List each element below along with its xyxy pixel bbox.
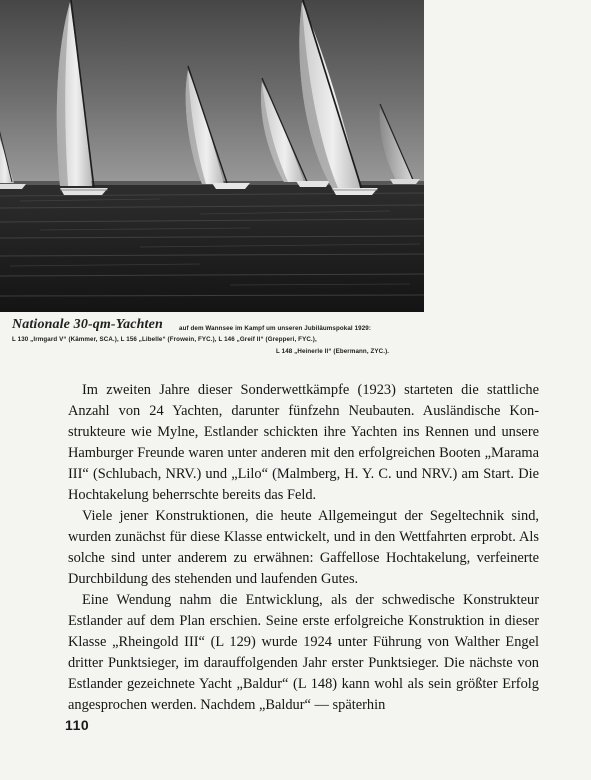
sailing-photo [0,0,424,312]
paragraph: Im zweiten Jahre dieser Sonderwettkämpfe (1923) starteten die stattliche Anzahl von 24 Yachten, darunter fünfzehn Neubauten. Ausländische Konstrukteure wie Mylne, Estlander schickten ihre Yachten ins Rennen und unsere Hamburger Freunde waren unter anderen mit den erfolgreichen Booten „Marama III“ (Schlubach, NRV.) und „Lilo“ (Malmberg, H. Y. C. und NRV.) am Start. Die Hochtakelung beherrschte bereits das Feld. [68,382,539,503]
photo-caption [12,318,430,362]
paragraph: Eine Wendung nahm die Entwicklung, als der schwedische Konstrukteur Estlander auf dem Plan erschien. Seine erste erfolgreiche Konstruktion in dieser Klasse „Rheingold III“ (L 129) wurde 1924 unter Führung von Walther Engel dritter Punktsieger, im darauffolgenden Jahr erster Punktsieger. Die nächste von Estlander gezeichnete Yacht „Baldur“ (L 148) kann wohl als sein größter Erfolg angesprochen werden. Nachdem „Baldur“ — späterhin [68,592,539,713]
page-number: 110 [65,717,90,733]
article-body [68,380,539,716]
caption-line-1: auf dem Wannsee im Kampf um unseren Jubiläumspokal 1929: [179,325,372,332]
caption-line-2: L 130 „Irmgard V“ (Kämmer, SCA.), L 156 „Libelle“ (Frowein, FYC.), L 146 „Greif II“ (Grepperi, FYC.), [12,336,317,343]
paragraph: Viele jener Konstruktionen, die heute Allgemeingut der Segeltechnik sind, wurden zunächst für diese Klasse entwickelt, und in den Wettfahrten erprobt. Als solche sind unter anderem zu erwähnen: Gaffellose Hochtakelung, verfeinerte Durchbildung des stehenden und laufenden Gutes. [68,508,539,587]
caption-title: Nationale 30-qm-Yachten [12,317,163,332]
yachts-illustration [0,0,424,312]
caption-line-3: L 148 „Heinerle II“ (Ebermann, ZYC.). [276,348,390,355]
